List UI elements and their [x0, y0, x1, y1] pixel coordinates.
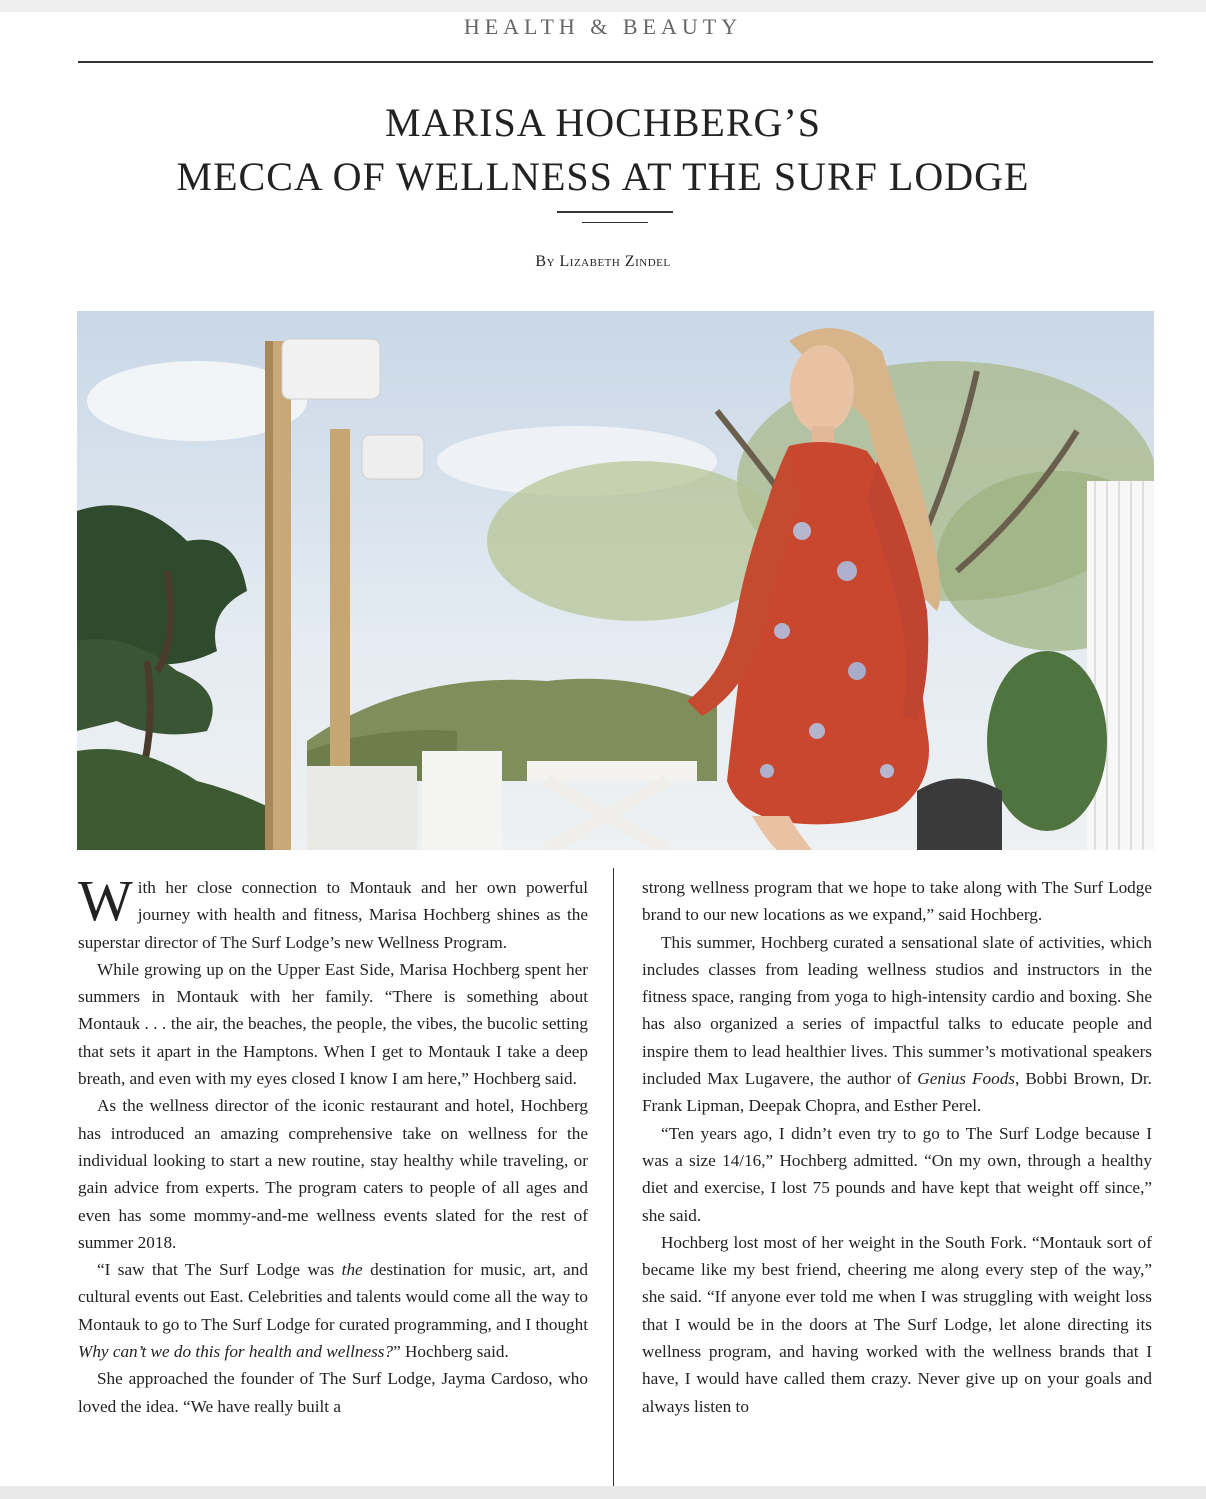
paragraph-7-b: , Bobbi Brown, Dr. Frank Lipman, Deepak Chopra, and Esther Perel. — [642, 1069, 1152, 1116]
article-title — [40, 96, 1166, 204]
article-column-right — [642, 874, 1152, 1420]
paragraph-4 — [78, 1256, 588, 1365]
paragraph-4-c: ” Hochberg said. — [393, 1342, 509, 1362]
section-header: HEALTH & BEAUTY — [463, 14, 743, 39]
page-top-edge — [0, 0, 1206, 12]
title-line-1: MARISA HOCHBERG’S — [385, 100, 821, 145]
paragraph-4-a: “I saw that The Surf Lodge was — [97, 1260, 342, 1280]
paragraph-3: As the wellness director of the iconic restaurant and hotel, Hochberg has introduced an amazing comprehensive take on wellness for the individual looking to start a new routine, stay healthy while traveling, or gain advice from experts. The program caters to people of all ages and even has some mommy-and-me wellness events slated for the rest of summer 2018. — [78, 1096, 588, 1252]
paragraph-4-b: destination for music, art, and cultural events out East. Celebrities and talents would come all the way to Montauk to go to The Surf Lodge for curated programming, and I thought — [78, 1260, 588, 1334]
title-line-2: MECCA OF WELLNESS AT THE SURF LODGE — [176, 154, 1030, 199]
article-photo — [77, 311, 1154, 850]
paragraph-4-emphasis-2: Why can’t we do this for health and wellness? — [78, 1342, 394, 1362]
paragraph-4-emphasis-1: the — [341, 1260, 363, 1280]
byline: By Lizabeth Zindel — [535, 253, 671, 270]
paragraph-2: While growing up on the Upper East Side, Marisa Hochberg spent her summers in Montauk with her family. “There is something about Montauk . . . the air, the beaches, the people, the vibes, the bucolic setting that sets it apart in the Hamptons. When I get to Montauk I take a deep breath, and even with my eyes closed I know I am here,” Hochberg said. — [78, 959, 588, 1089]
paragraph-7-a: This summer, Hochberg curated a sensational slate of activities, which includes classes from leading wellness studios and instructors in the fitness space, ranging from yoga to high-intensity cardio and boxing. She has also organized a series of impactful talks to educate people and inspire them to lead healthier lives. This summer’s motivational speakers included Max Lugavere, the author of — [642, 932, 1152, 1089]
paragraph-1 — [78, 868, 588, 956]
paragraph-5: She approached the founder of The Surf Lodge, Jayma Cardoso, who loved the idea. “We have really built a — [78, 1369, 588, 1416]
title-ornament-rule — [557, 211, 673, 213]
header-rule — [78, 61, 1153, 63]
column-divider — [613, 868, 614, 1486]
book-title: Genius Foods — [917, 1069, 1015, 1089]
page-bottom-edge — [0, 1486, 1206, 1499]
paragraph-8: “Ten years ago, I didn’t even try to go to The Surf Lodge because I was a size 14/16,” Hochberg admitted. “On my own, through a healthy diet and exercise, I lost 75 pounds and have kept that weight off since,” she said. — [642, 1123, 1152, 1225]
paragraph-1-text: ith her close connection to Montauk and her own powerful journey with health and fitness, Marisa Hochberg shines as the superstar director of The Surf Lodge’s new Wellness Program. — [78, 878, 588, 952]
paragraph-9: Hochberg lost most of her weight in the South Fork. “Montauk sort of became like my best friend, cheering me along every step of the way,” she said. “If anyone ever told me when I was struggling with weight loss that I would be in the doors at The Surf Lodge, let alone directing its wellness program, and having worked with the wellness brands that I have, I would have called them crazy. Never give up on your goals and always listen to — [642, 1232, 1152, 1416]
drop-cap: W — [78, 868, 133, 933]
paragraph-6: strong wellness program that we hope to take along with The Surf Lodge brand to our new locations as we expand,” said Hochberg. — [642, 878, 1152, 925]
article-column-left — [78, 868, 588, 1420]
title-ornament-rule-short — [582, 222, 648, 223]
photo-woman-red-dress-icon — [77, 311, 1154, 850]
paragraph-7 — [642, 929, 1152, 1120]
